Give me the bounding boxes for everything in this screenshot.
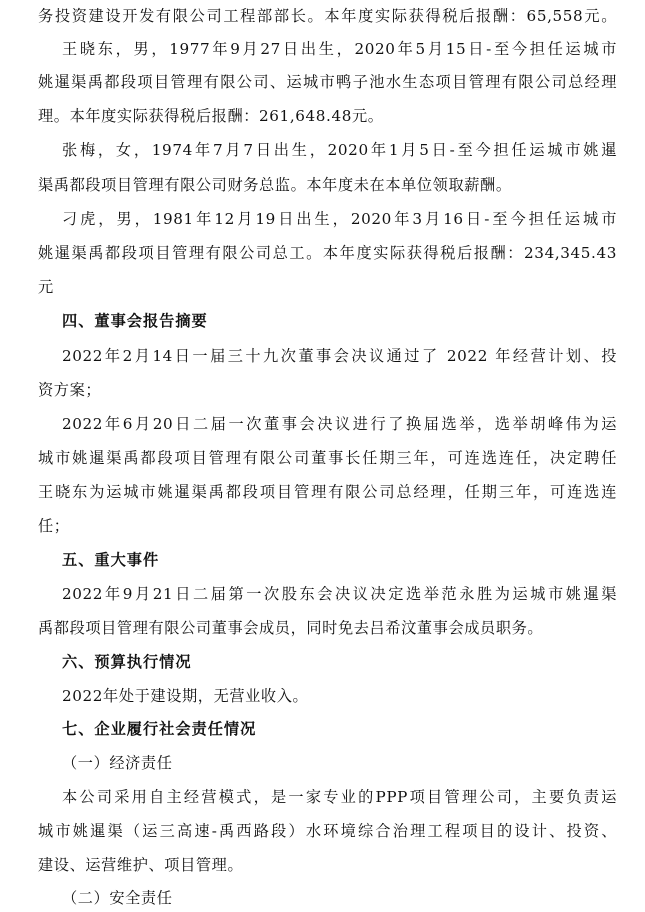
paragraph-line: 姚暹渠禹都段项目管理有限公司、运城市鸭子池水生态项目管理有限公司总经理	[38, 73, 617, 91]
paragraph-line: 姚暹渠禹都段项目管理有限公司总工。本年度实际获得税后报酬：234,345.43	[38, 244, 617, 262]
paragraph-line: 2022年处于建设期，无营业收入。	[62, 687, 309, 705]
paragraph-line: 理。本年度实际获得税后报酬：261,648.48元。	[38, 107, 384, 125]
paragraph-line: 城市姚暹渠（运三高速-禹西路段）水环境综合治理工程项目的设计、投资、	[38, 822, 617, 840]
paragraph-line: 任；	[38, 517, 70, 535]
paragraph-line: 资方案；	[38, 381, 102, 399]
subsection-heading: （一）经济责任	[62, 754, 173, 772]
paragraph-line: 元	[38, 278, 54, 296]
paragraph-line: 王晓东为运城市姚暹渠禹都段项目管理有限公司总经理，任期三年，可连选连	[38, 483, 617, 501]
paragraph-line: 本公司采用自主经营模式，是一家专业的PPP项目管理公司，主要负责运	[62, 788, 617, 806]
paragraph-line: 刁虎，男，1981年12月19日出生，2020年3月16日-至今担任运城市	[62, 210, 617, 228]
section-heading: 七、企业履行社会责任情况	[62, 720, 257, 738]
section-heading: 四、董事会报告摘要	[62, 312, 208, 330]
paragraph-line: 禹都段项目管理有限公司董事会成员，同时免去吕希汶董事会成员职务。	[38, 619, 544, 637]
paragraph-line: 城市姚暹渠禹都段项目管理有限公司董事长任期三年，可连选连任，决定聘任	[38, 449, 617, 467]
paragraph-line: 渠禹都段项目管理有限公司财务总监。本年度未在本单位领取薪酬。	[38, 176, 512, 194]
section-heading: 六、预算执行情况	[62, 653, 192, 671]
section-heading: 五、重大事件	[62, 551, 160, 569]
paragraph-line: 2022年6月20日二届一次董事会决议进行了换届选举，选举胡峰伟为运	[62, 415, 617, 433]
paragraph-line: 建设、运营维护、项目管理。	[38, 856, 244, 874]
paragraph-line: 张梅，女，1974年7月7日出生，2020年1月5日-至今担任运城市姚暹	[62, 141, 617, 159]
paragraph-line: 王晓东，男，1977年9月27日出生，2020年5月15日-至今担任运城市	[62, 40, 617, 58]
subsection-heading: （二）安全责任	[62, 889, 173, 907]
paragraph-line: 2022年2月14日一届三十九次董事会决议通过了 2022 年经营计划、投	[62, 347, 617, 365]
paragraph-line: 务投资建设开发有限公司工程部部长。本年度实际获得税后报酬：65,558元。	[38, 7, 617, 25]
paragraph-line: 2022年9月21日二届第一次股东会决议决定选举范永胜为运城市姚暹渠	[62, 585, 617, 603]
